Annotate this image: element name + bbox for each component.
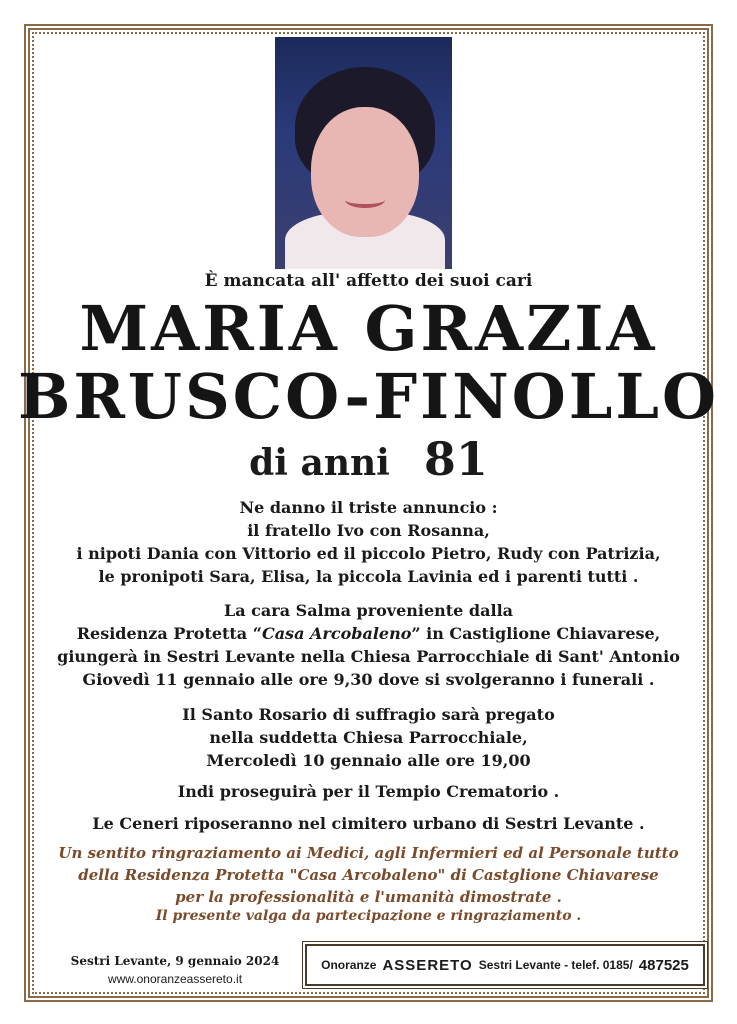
age-line: [0, 432, 737, 486]
facility-name: Casa Arcobaleno: [261, 624, 412, 643]
thanks-line: per la professionalità e l'umanità dimostrate .: [175, 888, 562, 906]
deceased-first-name: MARIA GRAZIA: [79, 292, 658, 365]
agency-prefix: Onoranze: [321, 958, 377, 972]
place-date: Sestri Levante, 9 gennaio 2024: [70, 954, 280, 968]
announcement-line: il fratello Ivo con Rosanna,: [247, 521, 490, 540]
agency-banner: [305, 944, 705, 986]
thanks-block: [0, 842, 737, 908]
website-link[interactable]: www.onoranzeassereto.it: [107, 972, 243, 986]
funeral-line: La cara Salma proveniente dalla: [223, 601, 514, 620]
announcement-line: le pronipoti Sara, Elisa, la piccola Lavinia ed i parenti tutti .: [98, 567, 639, 586]
rosary-block: [0, 703, 737, 772]
crematorium-line: Indi proseguirà per il Tempio Crematorio .: [177, 782, 560, 801]
thanks-line: Un sentito ringraziamento ai Medici, agli Infermieri ed al Personale tutto: [58, 844, 679, 862]
agency-phone: 487525: [638, 956, 689, 974]
intro-text: È mancata all' affetto dei suoi cari: [204, 271, 533, 291]
age-value: 81: [423, 432, 488, 486]
age-label: di anni: [249, 442, 390, 484]
announcement-line: Ne danno il triste annuncio :: [239, 498, 498, 517]
agency-location: Sestri Levante - telef. 0185/: [478, 958, 633, 972]
thanks-closing: Il presente valga da partecipazione e ringraziamento .: [155, 908, 582, 924]
announcement-block: [0, 496, 737, 588]
funeral-line: Residenza Protetta “Casa Arcobaleno” in Castiglione Chiavarese,: [76, 624, 661, 643]
announcement-line: i nipoti Dania con Vittorio ed il piccolo Pietro, Rudy con Patrizia,: [76, 544, 661, 563]
funeral-block: [0, 599, 737, 691]
thanks-line: della Residenza Protetta "Casa Arcobaleno" di Castglione Chiavarese: [78, 866, 659, 884]
rosary-line: nella suddetta Chiesa Parrocchiale,: [209, 728, 528, 747]
deceased-last-name: BRUSCO-FINOLLO: [17, 360, 720, 433]
deceased-photo: [275, 37, 452, 269]
funeral-line: giungerà in Sestri Levante nella Chiesa Parrocchiale di Sant' Antonio: [57, 647, 680, 666]
ashes-line: Le Ceneri riposeranno nel cimitero urbano di Sestri Levante .: [92, 814, 645, 833]
agency-name: ASSERETO: [382, 956, 473, 974]
rosary-line: Il Santo Rosario di suffragio sarà pregato: [182, 705, 555, 724]
footer-info: [70, 952, 280, 988]
rosary-line: Mercoledì 10 gennaio alle ore 19,00: [206, 751, 531, 770]
funeral-line: Giovedì 11 gennaio alle ore 9,30 dove si svolgeranno i funerali .: [82, 670, 655, 689]
